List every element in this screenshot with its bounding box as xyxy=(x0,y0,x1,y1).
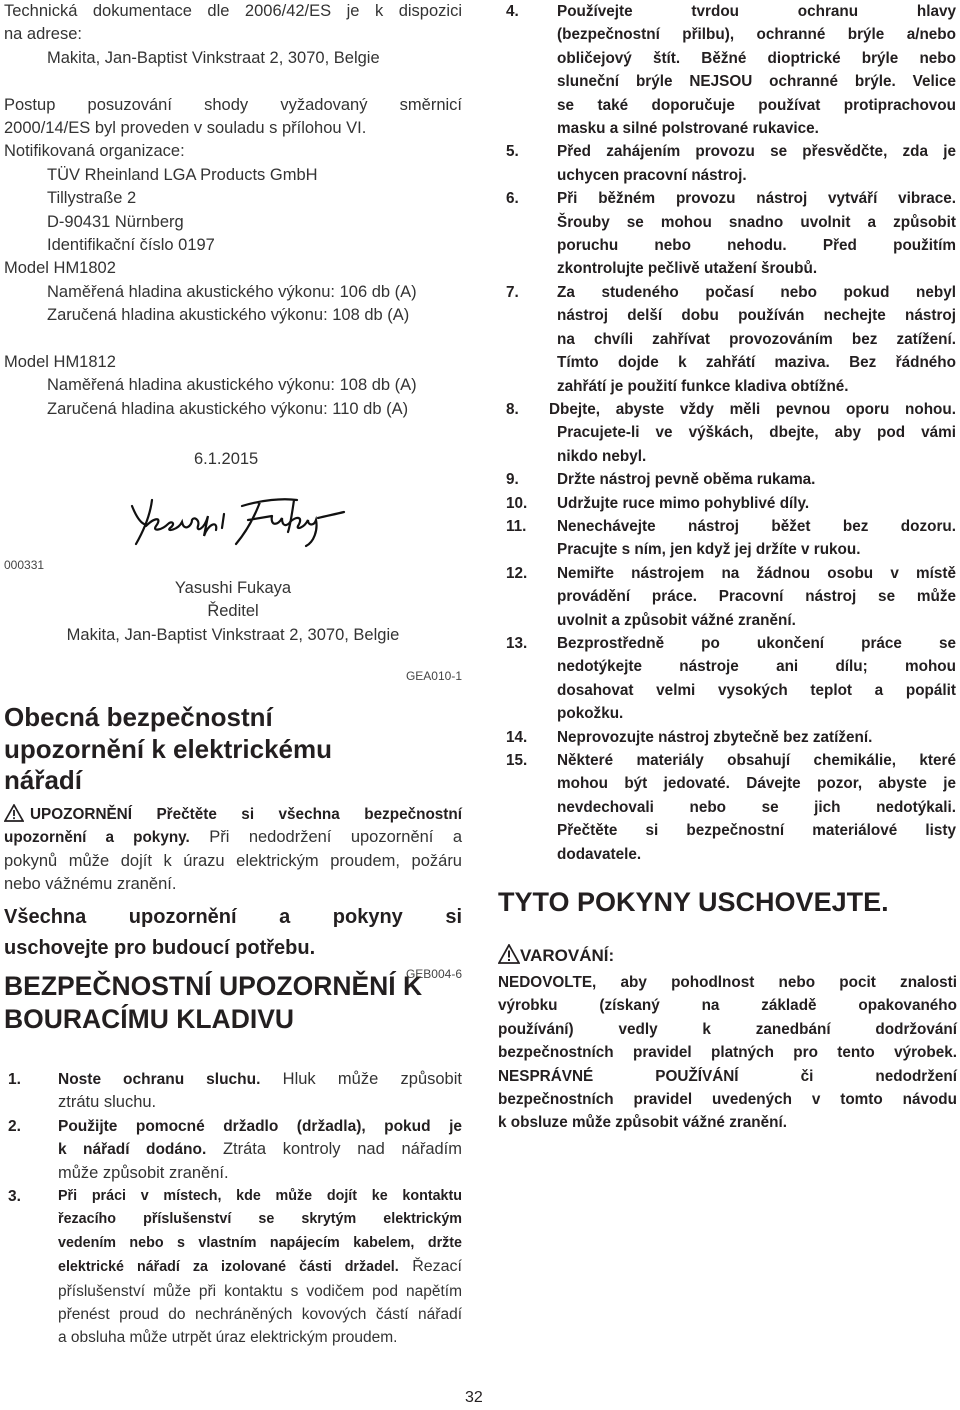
signer-address: Makita, Jan-Baptist Vinkstraat 2, 3070, Belgie xyxy=(66,625,400,644)
item-bold: k nářadí dodáno. xyxy=(58,1141,207,1159)
item-line: se také doporučuje používat protiprachovou xyxy=(557,96,956,114)
item-line: uvolnit a způsobit vážné zranění. xyxy=(557,611,796,629)
item-line: Pracujete-li ve výškách, dbejte, aby pod vámi xyxy=(557,424,956,442)
heading-line: BOURACÍMU KLADIVU xyxy=(4,1004,295,1034)
item-number: 1. xyxy=(8,1071,21,1088)
general-warning xyxy=(4,803,462,897)
warning-line: k obsluze může způsobit vážné zranění. xyxy=(498,1114,787,1132)
keep-line: Všechna upozornění a pokyny si xyxy=(4,906,462,928)
list-item xyxy=(8,1185,462,1350)
item-number: 8. xyxy=(506,400,519,418)
item-bold: vedením nebo s vlastním napájecím kabelem, držte xyxy=(58,1234,462,1251)
warning-line: bezpečnostních pravidel platných pro tento výrobek. xyxy=(498,1044,957,1062)
item-line: obličejový štít. Běžné dioptrické brýle nebo xyxy=(557,49,956,67)
signature-text: Yasushi Fukaya xyxy=(122,486,130,487)
item-bold: elektrické nářadí za izolované části držadel. xyxy=(58,1259,399,1276)
address-line: Makita, Jan-Baptist Vinkstraat 2, 3070, Belgie xyxy=(47,48,380,67)
list-item xyxy=(506,562,956,632)
safety-list-right xyxy=(506,0,956,866)
item-line: dodavatele. xyxy=(557,845,642,863)
list-item xyxy=(506,492,956,515)
item-line: na chvíli zahřívat provozováním bez zatížení. xyxy=(557,330,956,348)
item-line: nevdechovali nebo se jich nedotýkali. xyxy=(557,798,956,816)
warning-icon xyxy=(498,944,520,964)
document-code: 000331 xyxy=(4,558,45,572)
item-line: Dbejte, abyste vždy měli pevnou oporu nohou. xyxy=(549,400,956,418)
declaration-text xyxy=(4,0,462,421)
list-item xyxy=(506,726,956,749)
list-item xyxy=(506,749,956,866)
warning-text: nebo vážnému zranění. xyxy=(4,875,177,894)
list-item xyxy=(506,0,956,140)
item-number: 4. xyxy=(506,3,519,20)
item-line: Při běžném provozu nástroj vytváří vibrace. xyxy=(557,190,956,208)
signature xyxy=(122,486,347,551)
warning-text: Při nedodržení upozornění a xyxy=(189,828,462,847)
notified-line: TÜV Rheinland LGA Products GmbH xyxy=(47,165,318,184)
intro-line: na adrese: xyxy=(4,25,82,44)
conformity-line: Postup posuzování shody vyžadovaný směrnicí xyxy=(4,95,462,114)
heading-line: upozornění k elektrickému xyxy=(4,733,332,764)
item-text: a obsluha může utrpět úraz elektrickým proudem. xyxy=(58,1329,398,1347)
list-item xyxy=(506,515,956,562)
item-number: 13. xyxy=(506,634,528,652)
item-number: 11. xyxy=(506,517,527,535)
item-number: 15. xyxy=(506,752,528,769)
item-line: poruchu nebo nehodu. Před použitím xyxy=(557,237,956,255)
item-line: uchycen pracovní nástroj. xyxy=(557,166,747,184)
noise-line: Naměřená hladina akustického výkonu: 106 db (A) xyxy=(47,282,417,301)
item-number: 6. xyxy=(506,190,519,208)
notified-label: Notifikovaná organizace: xyxy=(4,142,185,161)
heading-line: Obecná bezpečnostní xyxy=(4,702,273,732)
item-bold: Při práci v místech, kde může dojít ke kontaktu xyxy=(58,1188,462,1205)
date: 6.1.2015 xyxy=(194,450,259,468)
item-line: mohou být jedovaté. Dávejte pozor, abyste je xyxy=(557,775,956,793)
item-bold: Použijte pomocné držadlo (držadla), pokud je xyxy=(58,1117,462,1135)
item-line: Nenechávejte nástroj běžet bez dozoru. xyxy=(557,517,956,535)
item-text: přenést proud do nechráněných kovových částí nářadí xyxy=(58,1306,462,1324)
item-line: nástroj delší dobu používán nechejte nástroj xyxy=(557,307,956,325)
heading-line: nářadí xyxy=(4,765,83,795)
noise-line: Zaručená hladina akustického výkonu: 110 db (A) xyxy=(47,399,409,418)
item-line: Přečtěte si bezpečnostní materiálové listy xyxy=(557,822,956,840)
item-line: provádění práce. Pracovní nástroj se může xyxy=(557,588,956,606)
ref-code: GEA010-1 xyxy=(405,669,462,683)
list-item xyxy=(506,398,956,468)
item-line: Bezprostředně po ukončení práce se xyxy=(557,634,956,652)
item-line: Udržujte ruce mimo pohyblivé díly. xyxy=(557,494,810,512)
item-number: 2. xyxy=(8,1117,21,1135)
item-line: Před zahájením provozu se přesvědčte, zda je xyxy=(557,143,956,161)
warning-body xyxy=(498,971,957,1135)
keep-line: uschovejte pro budoucí potřebu. xyxy=(4,937,316,959)
item-line: masku a silné polstrované rukavice. xyxy=(557,120,819,138)
item-number: 9. xyxy=(506,471,519,489)
list-item xyxy=(506,140,956,187)
signer-name: Yasushi Fukaya xyxy=(174,579,292,597)
model-title: Model HM1812 xyxy=(4,353,116,372)
warning-icon xyxy=(4,804,24,822)
item-line: sluneční brýle NEJSOU ochranné brýle. Velice xyxy=(557,73,956,91)
item-number: 3. xyxy=(8,1188,21,1206)
item-text: ztrátu sluchu. xyxy=(58,1093,157,1112)
intro-line: Technická dokumentace dle 2006/42/ES je k dispozici xyxy=(4,2,462,20)
item-line: dosahovat velmi vysokých teplot a popálit xyxy=(557,681,956,699)
item-line: Držte nástroj pevně oběma rukama. xyxy=(557,471,816,489)
item-number: 10. xyxy=(506,494,528,512)
warning-bold-text: upozornění a pokyny. xyxy=(4,829,190,847)
item-line: Pracujte s ním, jen když jej držíte v rukou. xyxy=(557,541,861,559)
list-item xyxy=(506,281,956,398)
item-text: příslušenství může při kontaktu s vodičem pod napětím xyxy=(58,1282,462,1300)
item-number: 7. xyxy=(506,283,519,301)
list-item xyxy=(8,1115,462,1185)
keep-heading: TYTO POKYNY USCHOVEJTE. xyxy=(498,887,889,917)
warning-title-text: VAROVÁNÍ: xyxy=(520,946,615,965)
item-text: Řezací xyxy=(398,1258,462,1276)
ref-code: GEB004-6 xyxy=(405,967,462,981)
item-text: může způsobit zranění. xyxy=(58,1163,229,1182)
notified-line: Identifikační číslo 0197 xyxy=(47,236,215,255)
item-line: Používejte tvrdou ochranu hlavy xyxy=(557,3,956,20)
warning-line: bezpečnostních pravidel uvedených v tomto návodu xyxy=(498,1091,957,1109)
warning-text: pokynů může dojít k úrazu elektrickým proudem, požáru xyxy=(4,851,462,870)
noise-line: Zaručená hladina akustického výkonu: 108 db (A) xyxy=(47,306,410,325)
notified-line: Tillystraße 2 xyxy=(47,189,137,208)
page-number: 32 xyxy=(465,1389,483,1406)
item-line: Nemiřte nástrojem na žádnou osobu v místě xyxy=(557,564,956,582)
safety-list-left xyxy=(8,1068,462,1350)
conformity-line: 2000/14/ES byl proveden v souladu s přílohou VI. xyxy=(4,119,367,138)
item-number: 12. xyxy=(506,564,528,582)
item-text: Ztráta kontroly nad nářadím xyxy=(206,1140,463,1159)
item-line: nikdo nebyl. xyxy=(557,447,647,465)
list-item xyxy=(506,632,956,726)
list-item xyxy=(8,1068,462,1115)
warning-line: NEDOVOLTE, aby pohodlnost nebo pocit znalosti xyxy=(498,974,957,991)
item-line: Neprovozujte nástroj zbytečně bez zatížení. xyxy=(557,728,873,746)
item-line: pokožku. xyxy=(557,705,624,723)
warning-line: používání) vedly k zanedbání dodržování xyxy=(498,1020,957,1038)
model-title: Model HM1802 xyxy=(4,259,116,278)
item-line: (bezpečnostní přilbu), ochranné brýle a/nebo xyxy=(557,26,956,44)
section-heading xyxy=(4,702,332,797)
warning-line: NESPRÁVNÉ POUŽÍVÁNÍ či nedodržení xyxy=(498,1067,957,1085)
warning-bold-text: UPOZORNĚNÍ Přečtěte si všechna bezpečnostní xyxy=(30,806,462,823)
item-text: Hluk může způsobit xyxy=(260,1070,462,1088)
section-heading xyxy=(4,970,422,1036)
item-line: Některé materiály obsahují chemikálie, které xyxy=(557,752,956,769)
notified-line: D-90431 Nürnberg xyxy=(47,212,184,231)
item-line: zkontrolujte pečlivě utažení šroubů. xyxy=(557,260,818,278)
signer-block xyxy=(4,577,462,647)
list-item xyxy=(506,187,956,281)
item-line: Šrouby se mohou snadno uvolnit a způsobit xyxy=(557,213,956,231)
signer-title: Ředitel xyxy=(207,602,259,621)
item-bold: řezacího příslušenství se skrytým elektrickým xyxy=(58,1211,462,1228)
warning-title xyxy=(498,944,614,968)
item-bold: Noste ochranu sluchu. xyxy=(58,1071,261,1088)
item-number: 5. xyxy=(506,143,519,161)
keep-instructions xyxy=(4,902,462,964)
item-line: zahřátí je použití funkce kladiva obtížné. xyxy=(557,377,849,395)
list-item xyxy=(506,468,956,491)
item-line: Za studeného počasí nebo pokud nebyl xyxy=(557,283,956,301)
warning-line: výrobku (získaný na základě opakovaného xyxy=(498,997,957,1015)
item-line: Tímto dojde k zahřátí maziva. Bez řádného xyxy=(557,354,956,372)
noise-line: Naměřená hladina akustického výkonu: 108 db (A) xyxy=(47,376,417,395)
item-number: 14. xyxy=(506,728,528,746)
heading-line: BEZPEČNOSTNÍ UPOZORNĚNÍ K xyxy=(4,971,423,1001)
item-line: nedotýkejte nástroje ani dílu; mohou xyxy=(557,658,956,676)
